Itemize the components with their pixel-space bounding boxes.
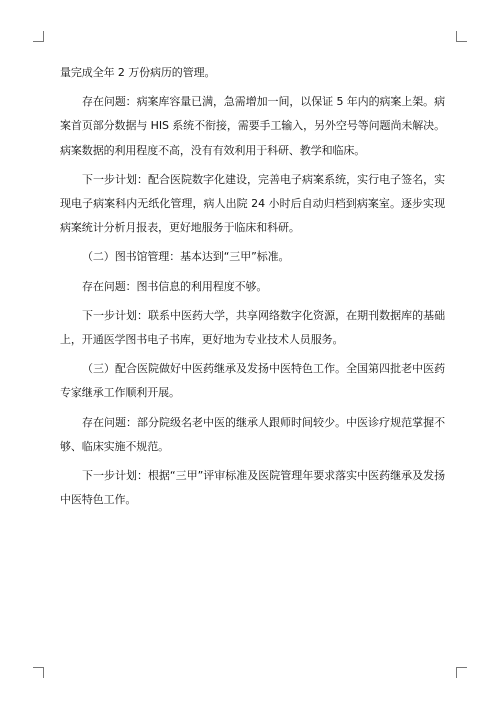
crop-mark-bottom-left [33,667,44,678]
crop-mark-top-right [456,31,467,42]
crop-mark-top-left [33,31,44,42]
crop-mark-bottom-right [456,667,467,678]
paragraph-issues-tcm: 存在问题：部分院级名老中医的继承人跟师时间较少。中医诊疗规范掌握不够、临床实施不规范。 [60,415,445,453]
paragraph-issues-records: 存在问题：病案库容量已满，急需增加一间，以保证 5 年内的病案上架。病案首页部分数据与 HIS 系统不衔接，需要手工输入，另外空号等问题尚未解决。病案数据的利用程度不高，没有有效利用于科研、教学和临床。 [60,95,445,157]
paragraph-plan-library: 下一步计划：联系中医药大学，共享网络数字化资源，在期刊数据库的基础上，开通医学图书电子书库，更好地为专业技术人员服务。 [60,308,445,347]
paragraph-issues-library: 存在问题：图书信息的利用程度不够。 [82,279,268,293]
paragraph-tcm-heading: （三）配合医院做好中医药继承及发扬中医特色工作。全国第四批老中医药专家继承工作顺利开展。 [60,362,445,400]
paragraph-plan-records: 下一步计划：配合医院数字化建设，完善电子病案系统，实行电子签名，实现电子病案科内无纸化管理，病人出院 24 小时后自动归档到病案室。逐步实现病案统计分析月报表，更好地服务于临床和科研。 [60,172,445,235]
paragraph-continuation: 量完成全年 2 万份病历的管理。 [60,66,216,79]
paragraph-plan-tcm: 下一步计划：根据“三甲”评审标准及医院管理年要求落实中医药继承及发扬中医特色工作。 [60,469,445,507]
document-body [60,61,445,517]
paragraph-library-heading: （二）图书馆管理：基本达到“三甲”标准。 [82,250,290,264]
